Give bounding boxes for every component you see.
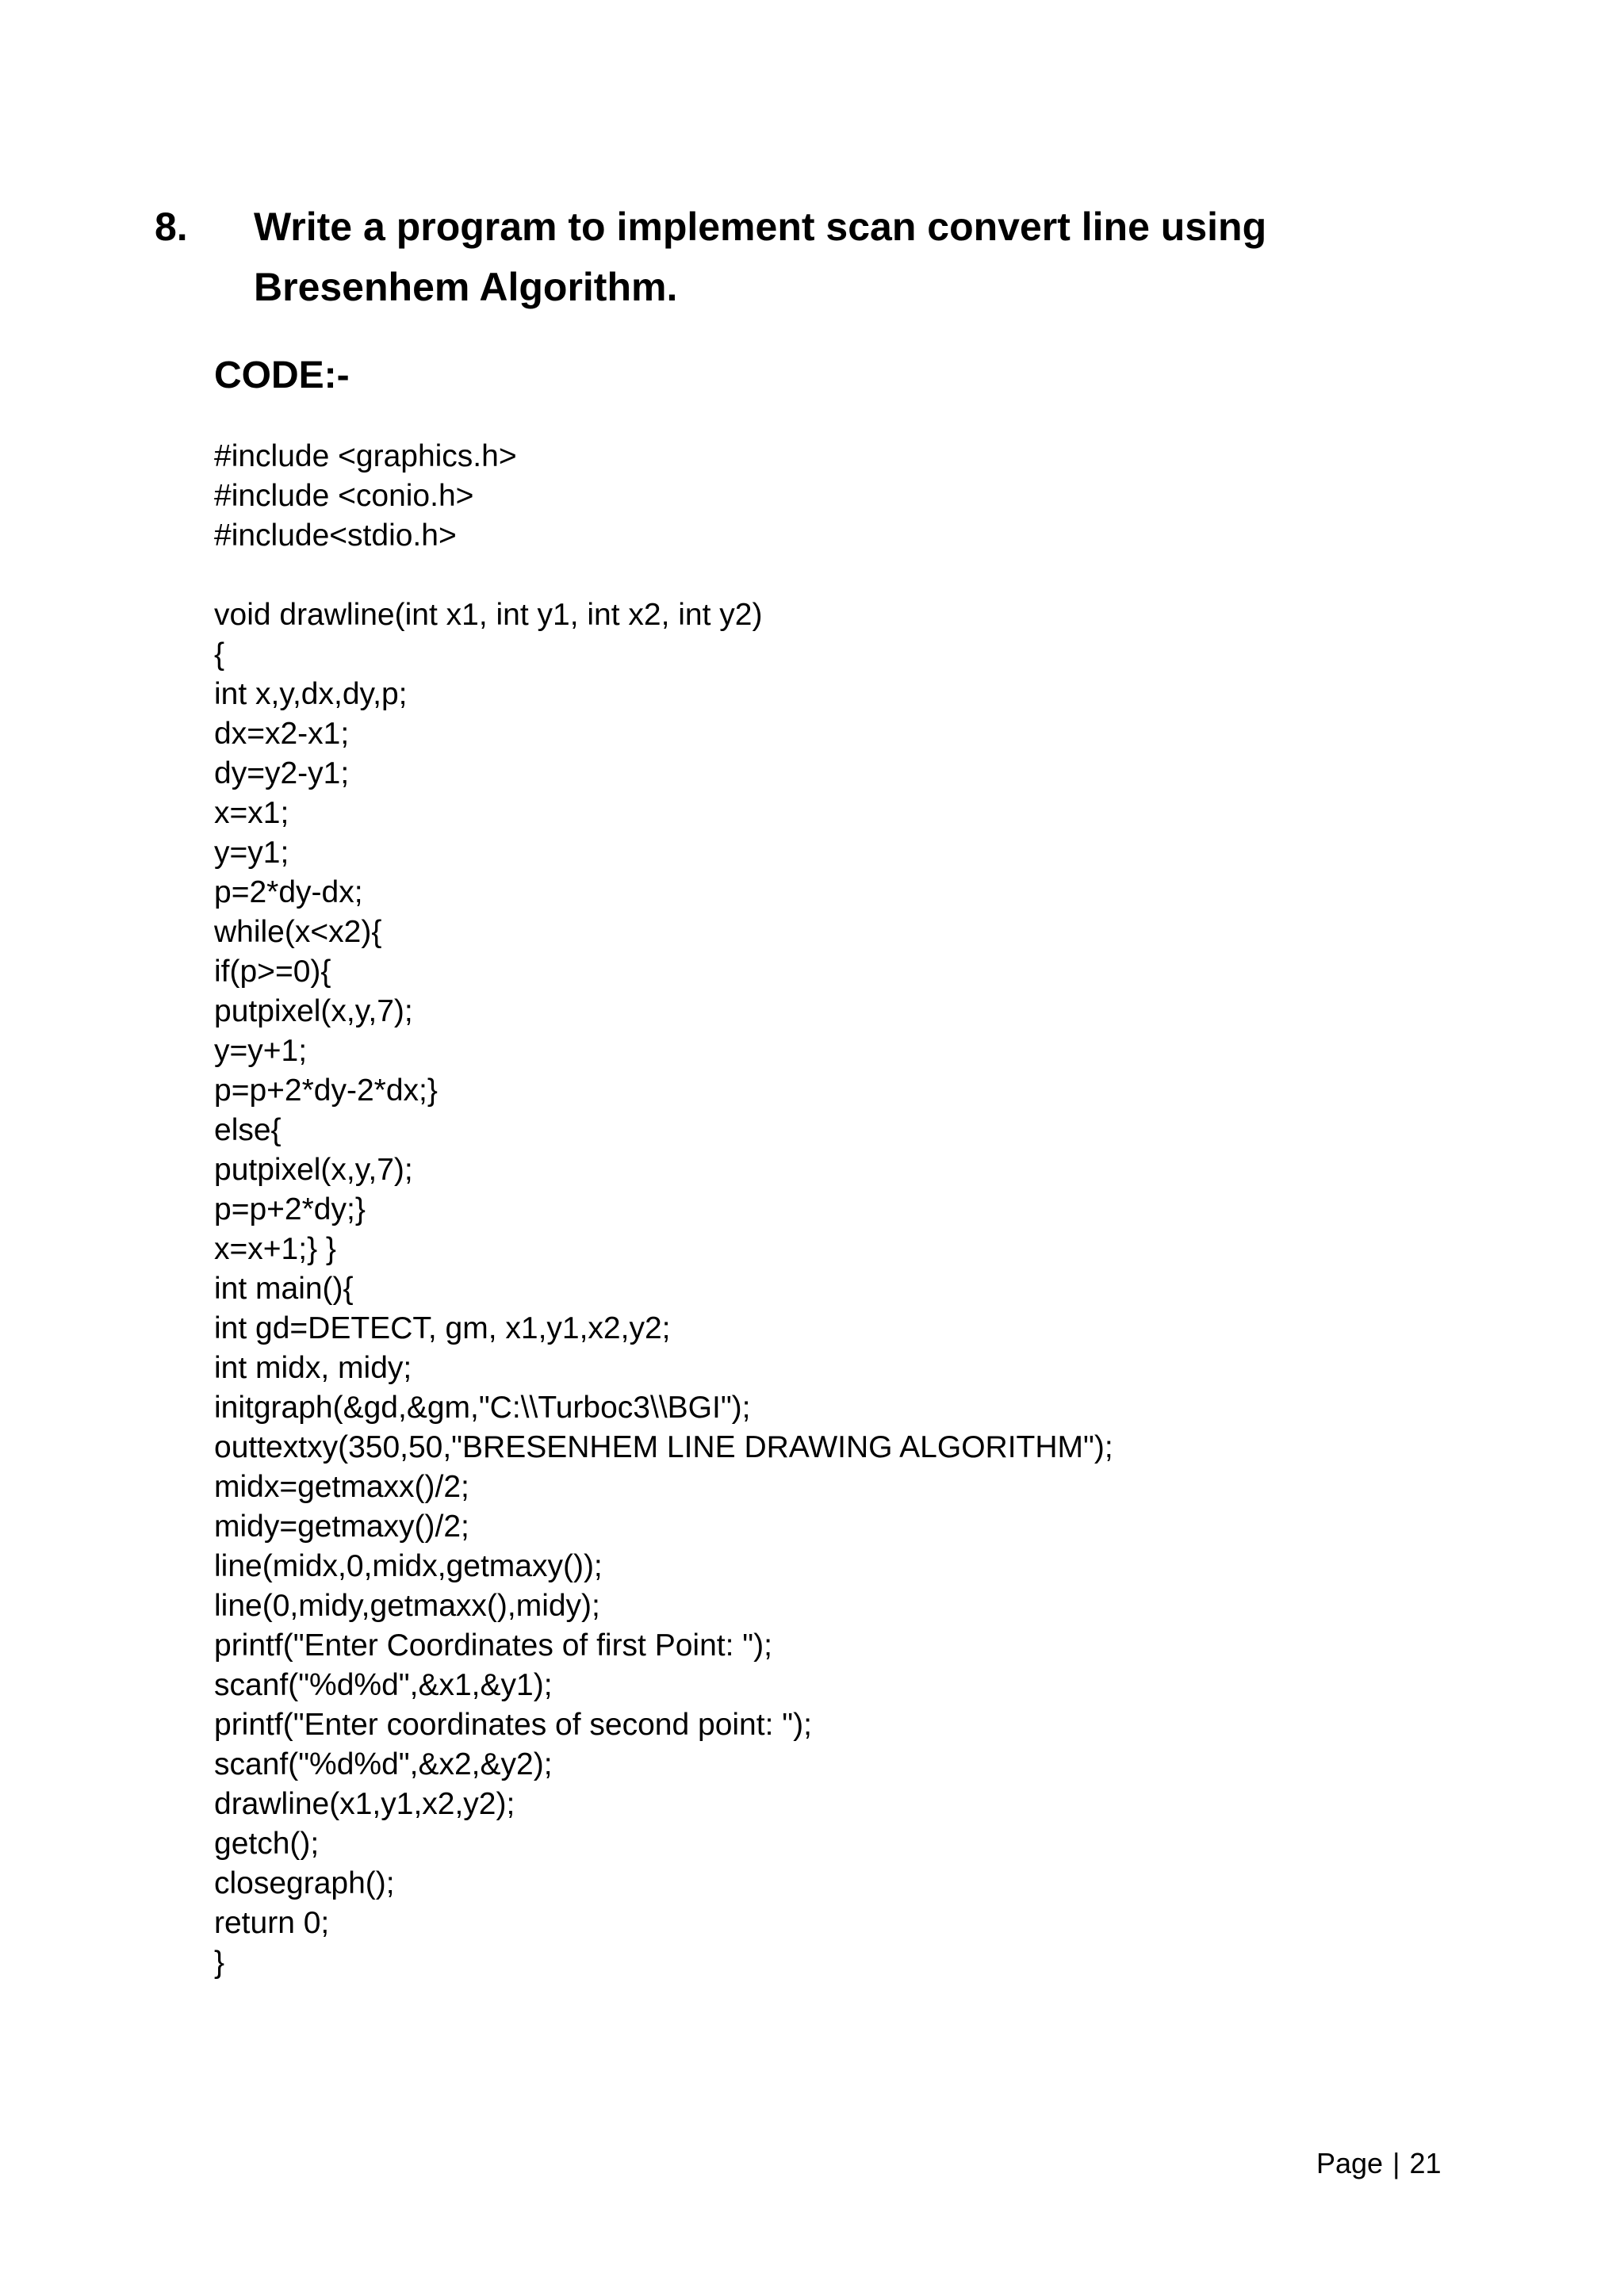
code-line: midy=getmaxy()/2; [214, 1510, 469, 1544]
code-line: } [214, 1946, 225, 1980]
code-line: #include <conio.h> [214, 479, 474, 513]
code-line: line(0,midy,getmaxx(),midy); [214, 1589, 600, 1623]
code-line: #include <graphics.h> [214, 439, 517, 473]
code-line: scanf("%d%d",&x2,&y2); [214, 1747, 553, 1781]
code-line: putpixel(x,y,7); [214, 994, 413, 1028]
code-line: line(midx,0,midx,getmaxy()); [214, 1549, 603, 1583]
code-line: int x,y,dx,dy,p; [214, 677, 408, 711]
code-line-blank [214, 556, 1562, 595]
code-line: closegraph(); [214, 1866, 395, 1900]
page-number: 21 [1409, 2147, 1442, 2179]
code-line: x=x+1;} } [214, 1232, 336, 1266]
code-line: y=y+1; [214, 1034, 308, 1068]
question-number: 8. [155, 205, 188, 249]
code-line: x=x1; [214, 796, 289, 830]
code-line: scanf("%d%d",&x1,&y1); [214, 1668, 553, 1702]
code-line: getch(); [214, 1827, 320, 1861]
page-label: Page [1316, 2147, 1384, 2179]
code-line: p=p+2*dy-2*dx;} [214, 1073, 438, 1108]
code-line: void drawline(int x1, int y1, int x2, int y2) [214, 598, 763, 632]
code-line: else{ [214, 1113, 282, 1147]
question-title-line-2: Bresenhem Algorithm. [254, 265, 678, 309]
code-line: dx=x2-x1; [214, 717, 350, 751]
code-line: int gd=DETECT, gm, x1,y1,x2,y2; [214, 1311, 671, 1345]
page-footer [1316, 2145, 1441, 2183]
code-heading: CODE:- [214, 354, 350, 396]
code-line: outtextxy(350,50,"BRESENHEM LINE DRAWING ALGORITHM"); [214, 1430, 1113, 1464]
page-separator: | [1392, 2147, 1400, 2179]
code-line: dy=y2-y1; [214, 756, 350, 790]
code-line: while(x<x2){ [214, 915, 382, 949]
code-line: { [214, 637, 225, 672]
code-line: initgraph(&gd,&gm,"C:\\Turboc3\\BGI"); [214, 1391, 751, 1425]
code-line: y=y1; [214, 836, 289, 870]
code-line: drawline(x1,y1,x2,y2); [214, 1787, 515, 1821]
code-line: if(p>=0){ [214, 955, 331, 989]
question-title [254, 197, 1443, 317]
code-line: int main(){ [214, 1272, 354, 1306]
code-line: p=2*dy-dx; [214, 875, 363, 909]
code-line: #include<stdio.h> [214, 519, 457, 553]
code-line: p=p+2*dy;} [214, 1192, 366, 1226]
code-block [214, 437, 1562, 1983]
code-line: int midx, midy; [214, 1351, 412, 1385]
code-line: return 0; [214, 1906, 330, 1940]
code-line: midx=getmaxx()/2; [214, 1470, 469, 1504]
question-title-line-1: Write a program to implement scan convert line using [254, 205, 1267, 249]
code-line: printf("Enter Coordinates of first Point: "); [214, 1628, 772, 1663]
code-line: printf("Enter coordinates of second point: "); [214, 1708, 812, 1742]
code-line: putpixel(x,y,7); [214, 1153, 413, 1187]
